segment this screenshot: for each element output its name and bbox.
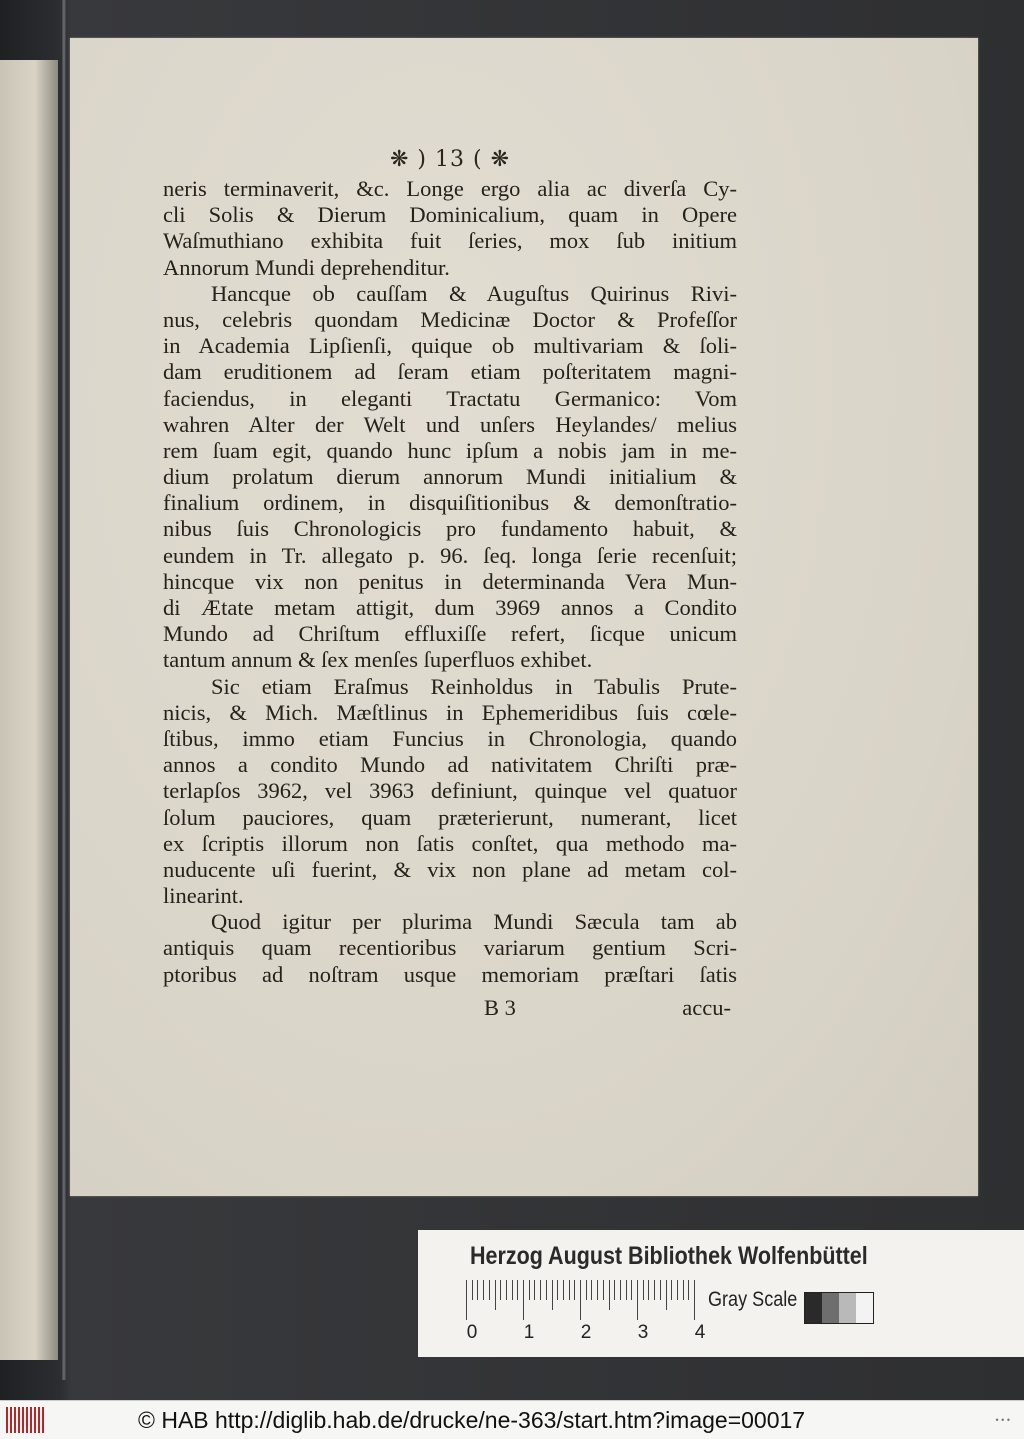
ruler-number: 1 [523,1322,535,1343]
text-line: in Academia Lipſienſi, quique ob multivariam & ſoli- [163,333,737,359]
text-line: nicis, & Mich. Mæſtlinus in Ephemeridibus ſuis cœle- [163,699,737,725]
ruler-tick [683,1280,684,1300]
text-line: hincque vix non penitus in determinanda Vera Mun- [163,568,737,594]
ruler-tick [643,1280,644,1300]
ruler-tick [500,1280,501,1300]
ruler-tick [580,1280,581,1320]
text-line: nus, celebris quondam Medicinæ Doctor & Profeſſor [163,306,737,332]
text-line: dium prolatum dierum annorum Mundi initialium & [163,464,737,490]
ruler-tick [586,1280,587,1300]
ruler-tick [466,1280,467,1320]
text-line: ſolum pauciores, quam præterierunt, numerant, licet [163,804,737,830]
text-line: rem ſuam egit, quando hunc ipſum a nobis jam in me- [163,437,737,463]
text-line: antiquis quam recentioribus variarum gentium Scri- [163,935,737,961]
text-line: ſtibus, immo etiam Funcius in Chronologia, quando [163,725,737,751]
gray-scale-swatches [804,1292,874,1324]
binding-spine [62,0,66,1380]
running-head: ❋ ) 13 ( ❋ [390,146,510,172]
text-line: ex ſcriptis illorum non ſatis conſtet, qua methodo ma- [163,830,737,856]
ruler-tick [631,1280,632,1300]
ruler-number: 3 [637,1322,649,1343]
text-line: Mundo ad Chriſtum effluxiſſe refert, ſicque unicum [163,621,737,647]
ruler-tick [660,1280,661,1300]
ruler-tick [483,1280,484,1300]
ruler-tick [534,1280,535,1300]
ruler-tick [512,1280,513,1300]
text-line: neris terminaverit, &c. Longe ergo alia ac diverſa Cy- [163,176,737,201]
gray-swatch [822,1293,839,1323]
ruler-tick [677,1280,678,1300]
text-line: ptoribus ad noſtram usque memoriam præſtari ſatis [163,961,737,987]
text-line: eundem in Tr. allegato p. 96. ſeq. longa ſerie recenſuit; [163,542,737,568]
ruler-number: 4 [694,1322,706,1343]
ruler-tick [626,1280,627,1300]
text-line: Hancque ob cauſſam & Auguſtus Quirinus Rivi- [211,280,737,306]
text-line: wahren Alter der Welt und unſers Heylandes/ melius [163,411,737,437]
ruler-tick [620,1280,621,1300]
ruler-tick [591,1280,592,1300]
text-line: tantum annum & ſex menſes ſuperfluos exhibet. [163,647,593,673]
ruler-tick [546,1280,547,1300]
viewer-footer [0,1400,1024,1439]
text-line: annos a condito Mundo ad nativitatem Chriſti præ- [163,752,737,778]
ruler-tick [614,1280,615,1300]
body-text [163,176,737,988]
ruler-tick [517,1280,518,1300]
hab-logo-icon [6,1407,48,1433]
text-line: terlapſos 3962, vel 3963 definiunt, quinque vel quatuor [163,778,737,804]
catchword: accu- [682,995,731,1020]
ruler-tick [552,1280,553,1310]
signature-mark: B 3 [484,995,516,1020]
copyright-url[interactable]: © HAB http://diglib.hab.de/drucke/ne-363/start.htm?image=00017 [138,1407,806,1433]
ruler-tick [637,1280,638,1320]
ruler-tick [603,1280,604,1300]
library-color-card [418,1230,1024,1357]
ruler-tick [557,1280,558,1300]
ruler-tick [597,1280,598,1300]
ruler-tick [563,1280,564,1300]
ruler-tick [666,1280,667,1310]
ruler-number: 0 [466,1322,478,1343]
text-line: faciendus, in eleganti Tractatu Germanico: Vom [163,385,737,411]
gray-swatch [839,1293,856,1323]
text-line: finalium ordinem, in disquiſitionibus & demonſtratio- [163,490,737,516]
page-footer-line [163,995,737,1023]
ruler-tick [489,1280,490,1300]
ruler-number: 2 [580,1322,592,1343]
ruler-tick [671,1280,672,1300]
measurement-ruler [466,1280,702,1322]
ruler-tick [477,1280,478,1300]
text-line: Sic etiam Eraſmus Reinholdus in Tabulis Prute- [211,673,737,699]
gray-swatch [856,1293,873,1323]
ruler-tick [694,1280,695,1320]
ruler-tick [540,1280,541,1300]
text-line: cli Solis & Dierum Dominicalium, quam in Opere [163,202,737,228]
ruler-tick [523,1280,524,1320]
ruler-tick [529,1280,530,1300]
ruler-tick [506,1280,507,1300]
ruler-tick [574,1280,575,1300]
ruler-tick [688,1280,689,1300]
gray-swatch [805,1293,822,1323]
text-line: di Ætate metam attigit, dum 3969 annos a Condito [163,595,737,620]
text-line: dam eruditionem ad ſeram etiam poſteritatem magni- [163,359,737,385]
text-line: Waſmuthiano exhibita fuit ſeries, mox ſub initium [163,228,737,254]
text-line: Quod igitur per plurima Mundi Sæcula tam ab [211,909,737,935]
text-line: linearint. [163,883,244,909]
ruler-tick [495,1280,496,1310]
previous-page-edge [0,60,58,1360]
text-line: Annorum Mundi deprehenditur. [163,254,450,280]
text-line: nuducente uſi fuerint, & vix non plane ad metam col- [163,856,737,882]
gray-scale-label: Gray Scale [708,1288,798,1311]
ruler-tick [654,1280,655,1300]
ruler-tick [569,1280,570,1300]
text-line: nibus ſuis Chronologicis pro fundamento habuit, & [163,516,737,542]
library-name: Herzog August Bibliothek Wolfenbüttel [470,1242,868,1270]
footer-dots: • • • [995,1415,1010,1425]
ruler-tick [472,1280,473,1300]
ruler-tick [648,1280,649,1300]
ruler-tick [609,1280,610,1310]
